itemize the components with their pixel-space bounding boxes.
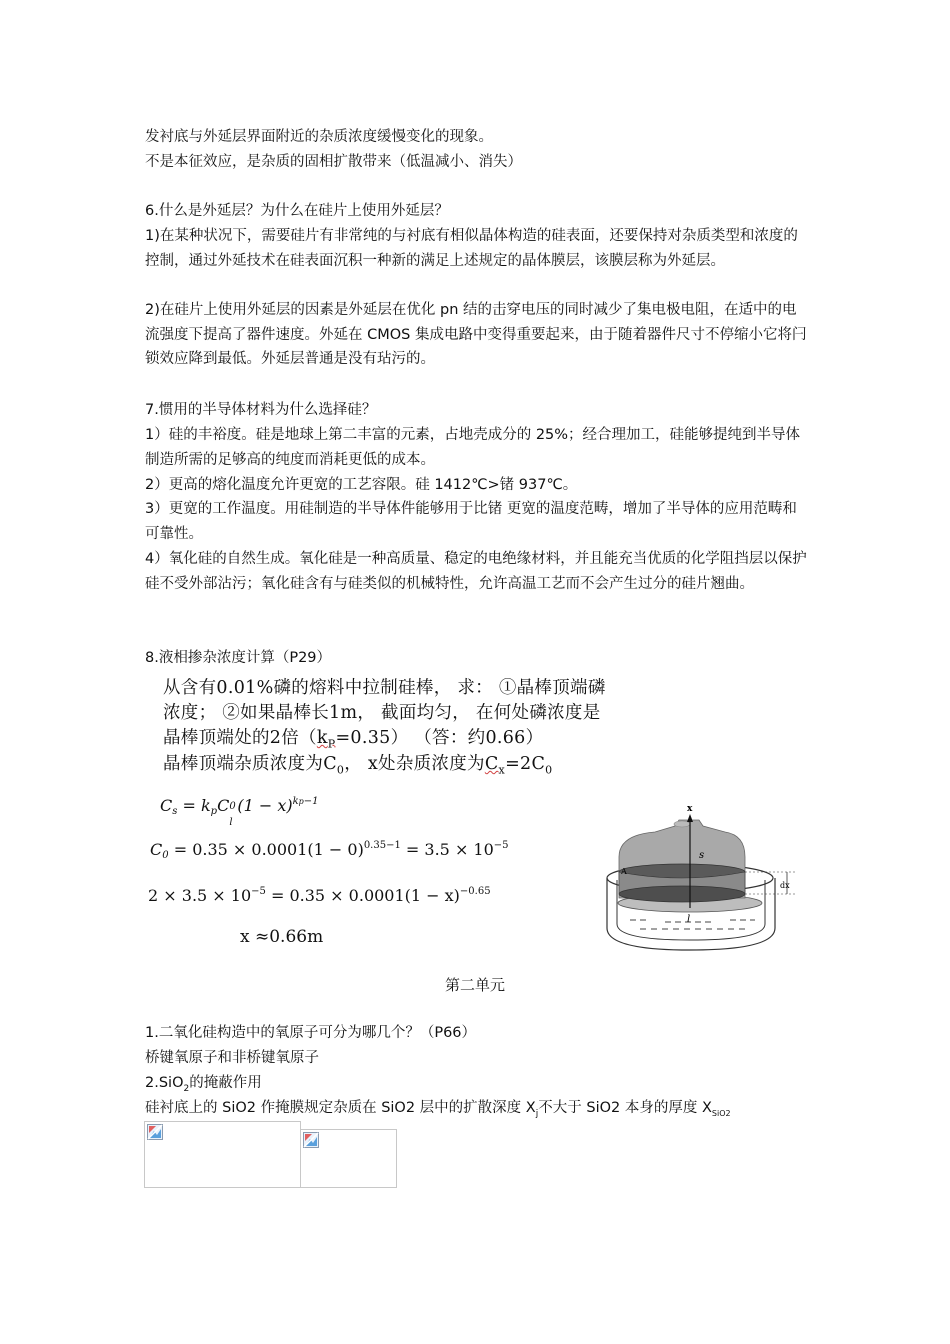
slice-bottom (619, 886, 745, 902)
unit2-q1-answer: 桥键氧原子和非桥键氧原子 (145, 1050, 319, 1066)
broken-image-icon (147, 1124, 163, 1140)
unit2-q1-title: 1.二氧化硅构造中的氧原子可分为哪几个？（P66） (145, 1025, 477, 1041)
q7-paragraph-3: 3）更宽的工作温度。用硅制造的半导体件能够用于比锗 更宽的温度范畴，增加了半导体的应用范畴和可靠性。 (145, 501, 797, 542)
q7-paragraph-1: 1）硅的丰裕度。硅是地球上第二丰富的元素，占地壳成分的 25%；经合理加工，硅能够提纯到半导体制造所需的足够高的纯度而消耗更低的成本。 (145, 427, 801, 468)
problem-line-3: 晶棒顶端处的2倍$(k_P=0.35)$ （答：约0.66） (163, 728, 544, 751)
x-axis-label: x (687, 804, 693, 814)
liquid-label: l (687, 914, 691, 925)
equation-1: $C_s = k_pC$ 0 l $(1 - x)^{kp-1}$ (160, 796, 319, 828)
intro-line-1: 发衬底与外延层界面附近的杂质浓度缓慢变化的现象。 (145, 129, 493, 145)
q7-paragraph-2: 2）更高的熔化温度允许更宽的工艺容限。硅 1412℃>锗 937℃。 (145, 477, 578, 493)
unit2-title: 第二单元 (444, 976, 505, 994)
unit2-q2-text: 硅衬底上的 SiO2 作掩膜规定杂质在 SiO2 层中的扩散深度 $X_j$不大于 SiO2 本身的厚度 $X_{SiO2}$ (145, 1100, 731, 1119)
q6-title: 6.什么是外延层？为什么在硅片上使用外延层？ (145, 203, 449, 219)
problem-line-1: 从含有0.01%磷的熔料中拉制硅棒， 求： ①晶棒顶端磷 (163, 678, 606, 698)
q6-paragraph-1: 1)在某种状况下，需要硅片有非常纯的与衬底有相似晶体构造的硅表面，还要保持对杂质类型和浓度的控制，通过外延技术在硅表面沉积一种新的满足上述规定的晶体膜层，该膜层称为外延层。 (145, 228, 798, 269)
dx-label: dx (780, 881, 790, 890)
image-placeholder-1 (144, 1121, 301, 1188)
image-placeholder-2 (300, 1129, 397, 1188)
unit2-q2-title: 2.SiO$_2$的掩蔽作用 (145, 1075, 262, 1094)
q8-title: 8.液相掺杂浓度计算（P29） (145, 650, 332, 666)
q7-paragraph-4: 4）氧化硅的自然生成。氧化硅是一种高质量、稳定的电绝缘材料，并且能充当优质的化学阻挡层以保护硅不受外部沾污；氧化硅含有与硅类似的机械特性，允许高温工艺而不会产生过分的硅片翘曲。 (145, 551, 807, 592)
solid-label: s (699, 850, 705, 861)
point-a-label: A (621, 867, 627, 876)
equation-4: x ≈0.66m (240, 927, 324, 947)
q6-paragraph-2: 2)在硅片上使用外延层的因素是外延层在优化 pn 结的击穿电压的同时减少了集电极电阻，在适中的电流强度下提高了器件速度。外延在 CMOS 集成电路中变得重要起来，由于随着器件尺寸不停缩小它将闩锁效应降到最低。外延层普通是没有玷污的。 (145, 302, 807, 368)
problem-line-2: 浓度； ②如果晶棒长1m， 截面均匀， 在何处磷浓度是 (163, 703, 601, 723)
broken-image-icon (303, 1132, 319, 1148)
intro-line-2: 不是本征效应，是杂质的固相扩散带来（低温减小、消失） (145, 154, 522, 170)
problem-line-4: 晶棒顶端杂质浓度为$C_0$， x处杂质浓度为$C_x=2C_0$ (163, 754, 553, 777)
equation-3: $2 \times 3.5 \times 10^{-5} = 0.35 \times 0.0001(1 - x)^{-0.65}$ (148, 886, 491, 905)
q7-title: 7.惯用的半导体材料为什么选择硅？ (145, 402, 377, 418)
equation-2: $C_0 = 0.35 \times 0.0001(1 - 0)^{0.35-1} = 3.5 \times 10^{-5}$ (150, 840, 509, 861)
crystal-growth-figure (595, 800, 810, 960)
